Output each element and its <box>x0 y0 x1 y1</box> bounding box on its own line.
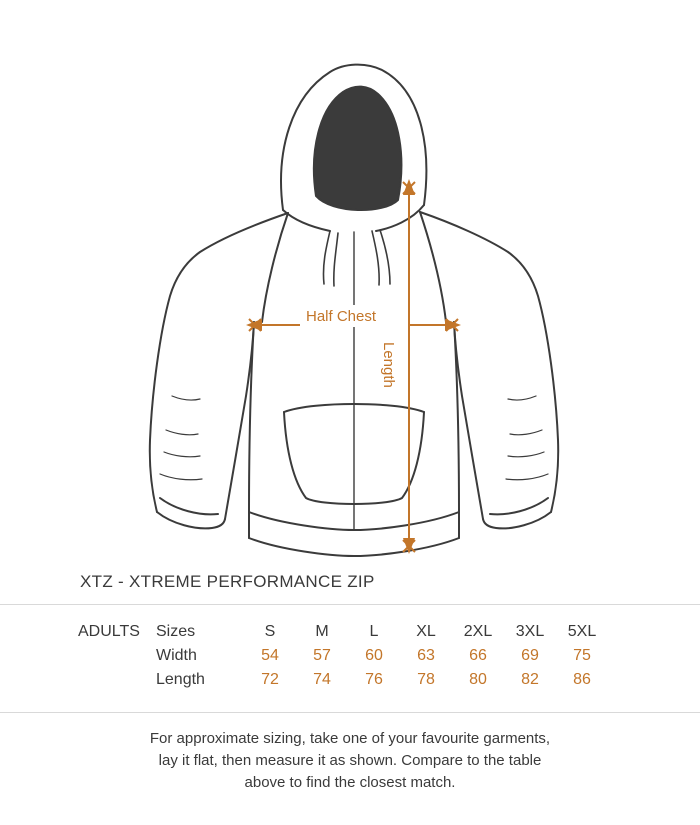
width-value-2: 60 <box>365 647 383 664</box>
table-row <box>78 668 608 692</box>
divider-bottom <box>0 712 700 713</box>
row-label-length: Length <box>156 671 205 688</box>
sizing-note-line-1: For approximate sizing, take one of your favourite garments, <box>149 730 551 747</box>
half-chest-label: Half Chest <box>306 308 377 325</box>
spacer-cell <box>78 668 156 692</box>
sizing-note-line-2: lay it flat, then measure it as shown. Compare to the table <box>158 751 542 769</box>
length-value-0: 72 <box>261 671 279 688</box>
row-label-width: Width <box>156 647 197 664</box>
width-value-4: 66 <box>469 647 487 664</box>
size-header-0: S <box>264 623 276 640</box>
length-value-2: 76 <box>365 671 383 688</box>
spacer-cell <box>78 644 156 668</box>
length-value-4: 80 <box>469 671 487 688</box>
table-row <box>78 644 608 668</box>
divider-top <box>0 604 700 605</box>
row-header-label: Sizes <box>156 623 196 640</box>
length-label: Length <box>380 342 397 388</box>
width-value-6: 75 <box>573 647 591 664</box>
group-label: ADULTS <box>78 623 140 640</box>
width-value-0: 54 <box>261 647 279 664</box>
size-header-4: 2XL <box>463 623 493 640</box>
size-header-2: L <box>369 623 379 640</box>
length-value-1: 74 <box>313 671 331 688</box>
width-value-3: 63 <box>417 647 435 664</box>
width-value-1: 57 <box>313 647 331 664</box>
size-header-6: 5XL <box>567 623 597 640</box>
length-value-3: 78 <box>417 671 435 688</box>
table-row-header <box>78 620 608 644</box>
length-value-5: 82 <box>521 671 539 688</box>
width-value-5: 69 <box>521 647 539 664</box>
size-table-wrap <box>0 620 700 692</box>
length-value-6: 86 <box>573 671 591 688</box>
size-header-5: 3XL <box>515 623 545 640</box>
product-title: XTZ - XTREME PERFORMANCE ZIP <box>80 572 375 591</box>
sizing-note <box>0 728 700 793</box>
size-header-3: XL <box>416 623 436 640</box>
sizing-note-line-3: above to find the closest match. <box>244 773 456 791</box>
size-header-1: M <box>315 623 329 640</box>
size-table <box>78 620 608 692</box>
